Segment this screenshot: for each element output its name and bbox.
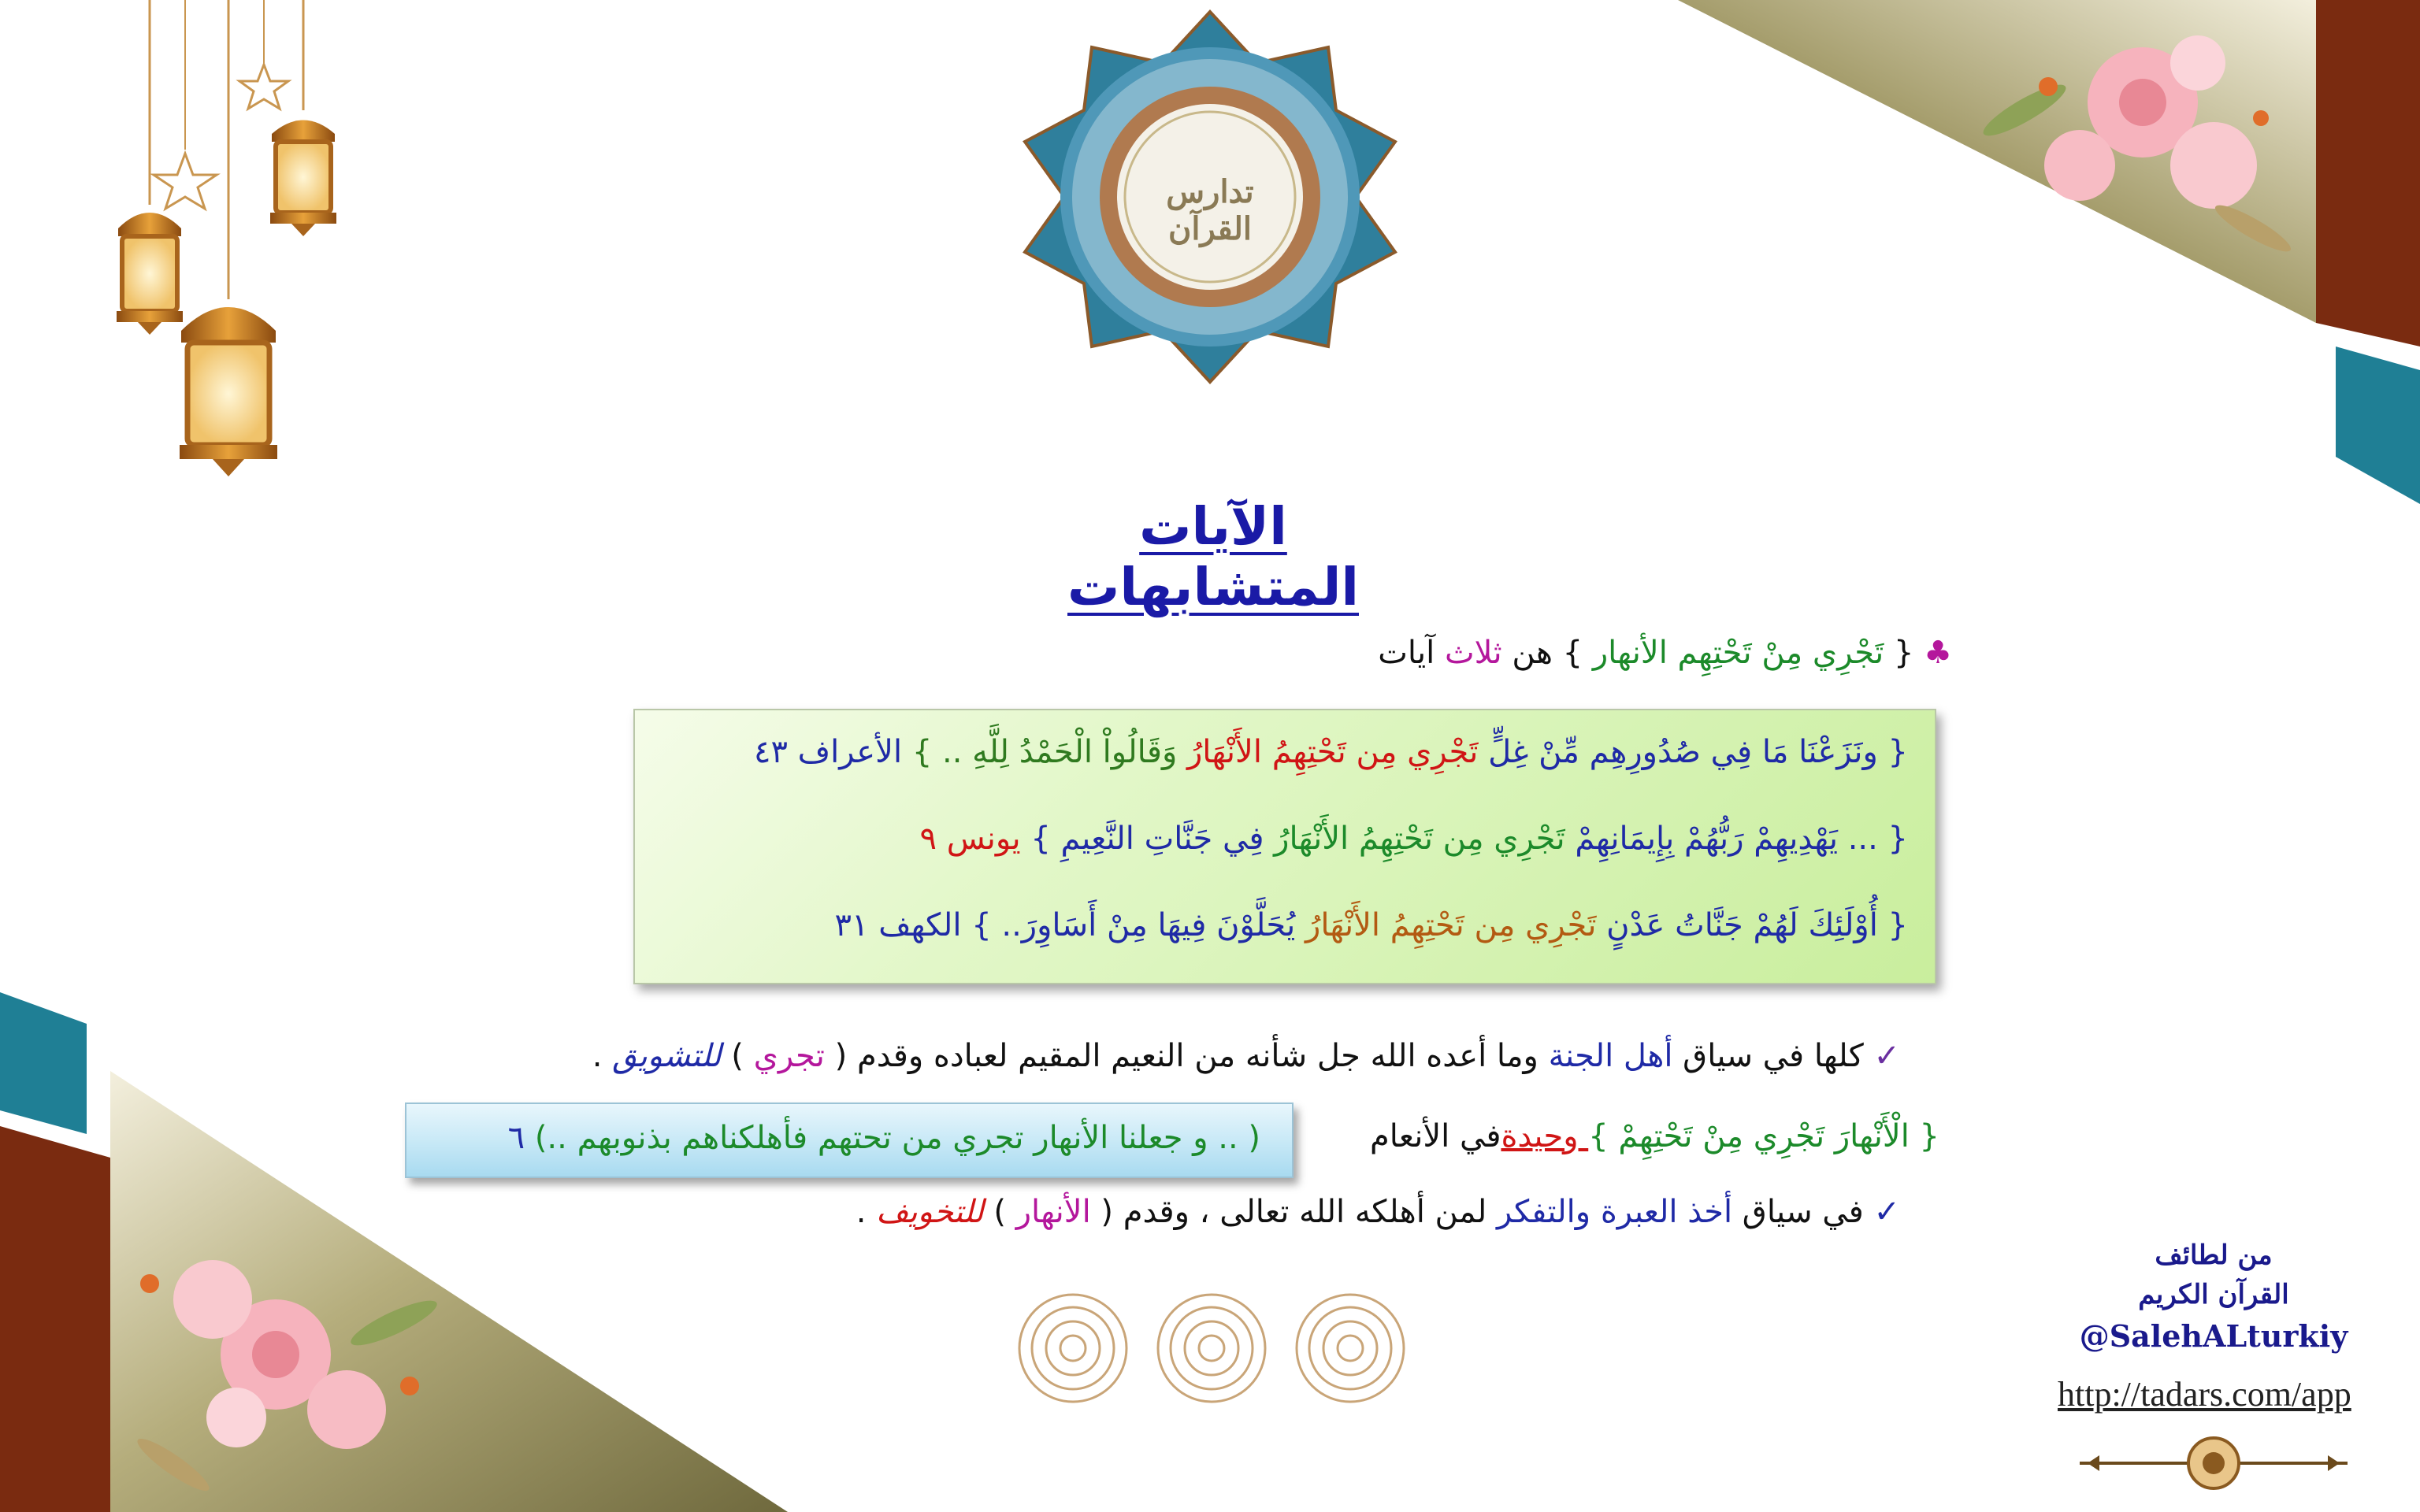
intro-mid: هن bbox=[1501, 635, 1563, 671]
credit-line-1: من لطائف bbox=[2155, 1240, 2273, 1271]
line-2-phrase: { الْأَنْهارَ تَجْرِي مِنْ تَحْتِهِمْ } bbox=[1588, 1118, 1939, 1154]
lanterns bbox=[117, 0, 336, 476]
verse-2-text-end: فِي جَنَّاتِ النَّعِيمِ } bbox=[1030, 821, 1275, 857]
note-1-word: تجري bbox=[753, 1038, 825, 1074]
page-title: الآيات المتشابهات bbox=[1067, 496, 1359, 617]
intro-phrase: تَجْرِي مِنْ تَحْتِهِم الأنهار bbox=[1592, 635, 1884, 671]
quote-ref: ٦ bbox=[507, 1120, 525, 1156]
note-2 bbox=[856, 1194, 1900, 1230]
quote-text bbox=[508, 1120, 1260, 1156]
note-2-purpose: للتخويف bbox=[876, 1194, 984, 1230]
quote-verse: ( .. و جعلنا الأنهار تجري من تحتهم فأهلكناهم بذنوبهم ..) bbox=[534, 1120, 1260, 1156]
note-1-purpose: للتشويق bbox=[612, 1038, 722, 1074]
quote-box bbox=[405, 1102, 1294, 1178]
note-2-highlight: أخذ العبرة والتفكر bbox=[1497, 1194, 1733, 1230]
verse-1-text-end: وَقَالُواْ الْحَمْدُ لِلَّهِ .. } bbox=[911, 734, 1187, 770]
club-bullet-icon: ♣ bbox=[1924, 635, 1952, 671]
note-1-highlight: أهل الجنة bbox=[1548, 1038, 1673, 1074]
corner-top-right-brown bbox=[2316, 0, 2420, 346]
verse-1 bbox=[754, 734, 1908, 770]
tadars-link[interactable]: http://tadars.com/app bbox=[2058, 1375, 2351, 1414]
verse-3-ref: الكهف ٣١ bbox=[834, 907, 972, 943]
medallion-row bbox=[1019, 1295, 1404, 1402]
verse-3-text: { أُوْلَئِكَ لَهُمْ جَنَّاتُ عَدْنٍ bbox=[1596, 907, 1908, 943]
credit-block bbox=[2048, 1240, 2379, 1354]
intro-open: { bbox=[1884, 635, 1914, 671]
intro-line bbox=[1378, 635, 1952, 671]
corner-bottom-left-teal bbox=[0, 992, 87, 1134]
check-icon: ✓ bbox=[1873, 1194, 1900, 1230]
line-2-surah: في الأنعام bbox=[1369, 1118, 1501, 1154]
note-1-text-mid: وما أعده الله جل شأنه من النعيم المقيم لعباده وقدم ( bbox=[824, 1038, 1549, 1074]
credit-handle: @SalehALturkiy bbox=[2079, 1318, 2348, 1354]
intro-end: آيات bbox=[1378, 635, 1445, 671]
note-1 bbox=[592, 1038, 1900, 1074]
note-1-paren: ) bbox=[721, 1038, 754, 1074]
intro-close: } bbox=[1562, 635, 1593, 671]
verse-1-text: { ونَزَعْنَا مَا فِي صُدُورِهِم مِّنْ غِلٍّ bbox=[1478, 734, 1908, 770]
ornament-divider bbox=[2080, 1438, 2348, 1488]
verse-3-highlight: تَجْرِي مِن تَحْتِهِمُ الأَنْهَارُ bbox=[1305, 907, 1597, 943]
verse-3-text-end: يُحَلَّوْنَ فِيهَا مِنْ أَسَاوِرَ.. } bbox=[971, 907, 1306, 943]
verses-box bbox=[633, 709, 1936, 984]
verse-1-ref: الأعراف ٤٣ bbox=[753, 734, 912, 770]
corner-top-right-teal bbox=[2336, 346, 2420, 504]
verse-2-highlight: تَجْرِي مِن تَحْتِهِمُ الأَنْهَارُ bbox=[1274, 821, 1565, 857]
line-2-unique: وحيدة bbox=[1501, 1118, 1589, 1154]
verse-2 bbox=[920, 821, 1908, 857]
logo-text: تدارس القرآن bbox=[1166, 173, 1254, 247]
verse-3 bbox=[835, 907, 1908, 943]
intro-count: ثلاث bbox=[1445, 635, 1502, 671]
corner-bottom-left-brown bbox=[0, 1126, 110, 1512]
note-2-text-mid: لمن أهلكه الله تعالى ، وقدم ( bbox=[1090, 1194, 1498, 1230]
note-1-end: . bbox=[592, 1038, 613, 1074]
check-icon: ✓ bbox=[1873, 1038, 1900, 1074]
line-2 bbox=[1370, 1118, 1939, 1154]
note-2-word: الأنهار bbox=[1015, 1194, 1091, 1230]
credit-line-2: القرآن الكريم bbox=[2138, 1279, 2289, 1310]
verse-1-highlight: تَجْرِي مِن تَحْتِهِمُ الأَنْهَارُ bbox=[1186, 734, 1479, 770]
note-2-end: . bbox=[856, 1194, 877, 1230]
note-2-paren: ) bbox=[983, 1194, 1016, 1230]
verse-2-ref: يونس ٩ bbox=[919, 821, 1031, 857]
note-2-text: في سياق bbox=[1732, 1194, 1864, 1230]
note-1-text: كلها في سياق bbox=[1672, 1038, 1864, 1074]
verse-2-text: { ... يَهْدِيهِمْ رَبُّهُمْ بِإِيمَانِهِمْ bbox=[1564, 821, 1908, 857]
